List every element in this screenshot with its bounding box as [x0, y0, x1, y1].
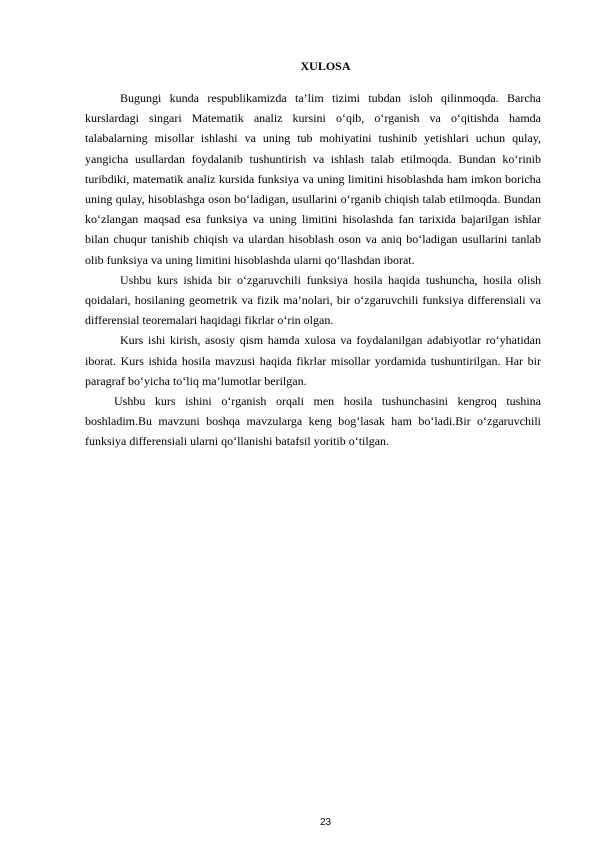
- paragraph-1: Bugungi kunda respublikamizda ta’lim tizimi tubdan isloh qilinmoqda. Barcha kurslardagi singari Matematik analiz kursini o‘qib, o‘rganish va o‘qitishda hamda talabalarning misollar ishlashi va uning tub mohiyatini tushinib yetishlari uchun qulay, yangicha usullardan foydalanib tushuntirish va ishlash talab etilmoqda. Bundan ko‘rinib turibdiki, matematik analiz kursida funksiya va uning limitini hisoblashda ham imkon boricha uning qulay, hisoblashga oson bo‘ladigan, usullarini o‘rganib chiqish talab etilmoqda. Bundan ko‘zlangan maqsad esa funksiya va uning limitini hisolashda fan tarixida bajarilgan ishlar bilan chuqur tanishib chiqish va ulardan hisoblash oson va aniq bo‘ladigan usullarini tanlab olib funksiya va uning limitini hisoblashda ularni qo‘llashdan iborat.: [85, 91, 541, 267]
- page-title: XULOSA: [300, 59, 351, 73]
- paragraph-4: Ushbu kurs ishini o‘rganish orqali men hosila tushunchasini kengroq tushina boshladim.Bu mavzuni boshqa mavzularga keng bog’lasak ham bo‘ladi.Bir o‘zgaruvchili funksiya differensiali ularni qo‘llanishi batafsil yoritib o‘tilgan.: [85, 394, 541, 449]
- paragraph-3: Kurs ishi kirish, asosiy qism hamda xulosa va foydalanilgan adabiyotlar ro‘yhatidan iborat. Kurs ishida hosila mavzusi haqida fikrlar misollar yordamida tushuntirilgan. Har bir paragraf bo‘yicha to‘liq ma’lumotlar berilgan.: [85, 333, 541, 388]
- page-number: 23: [319, 817, 332, 828]
- paragraph-2: Ushbu kurs ishida bir o‘zgaruvchili funksiya hosila haqida tushuncha, hosila olish qoidalari, hosilaning geometrik va fizik ma’nolari, bir o‘zgaruvchili funksiya differensiali va differensial teoremalari haqidagi fikrlar o‘rin olgan.: [85, 272, 541, 328]
- body-text: [85, 88, 541, 452]
